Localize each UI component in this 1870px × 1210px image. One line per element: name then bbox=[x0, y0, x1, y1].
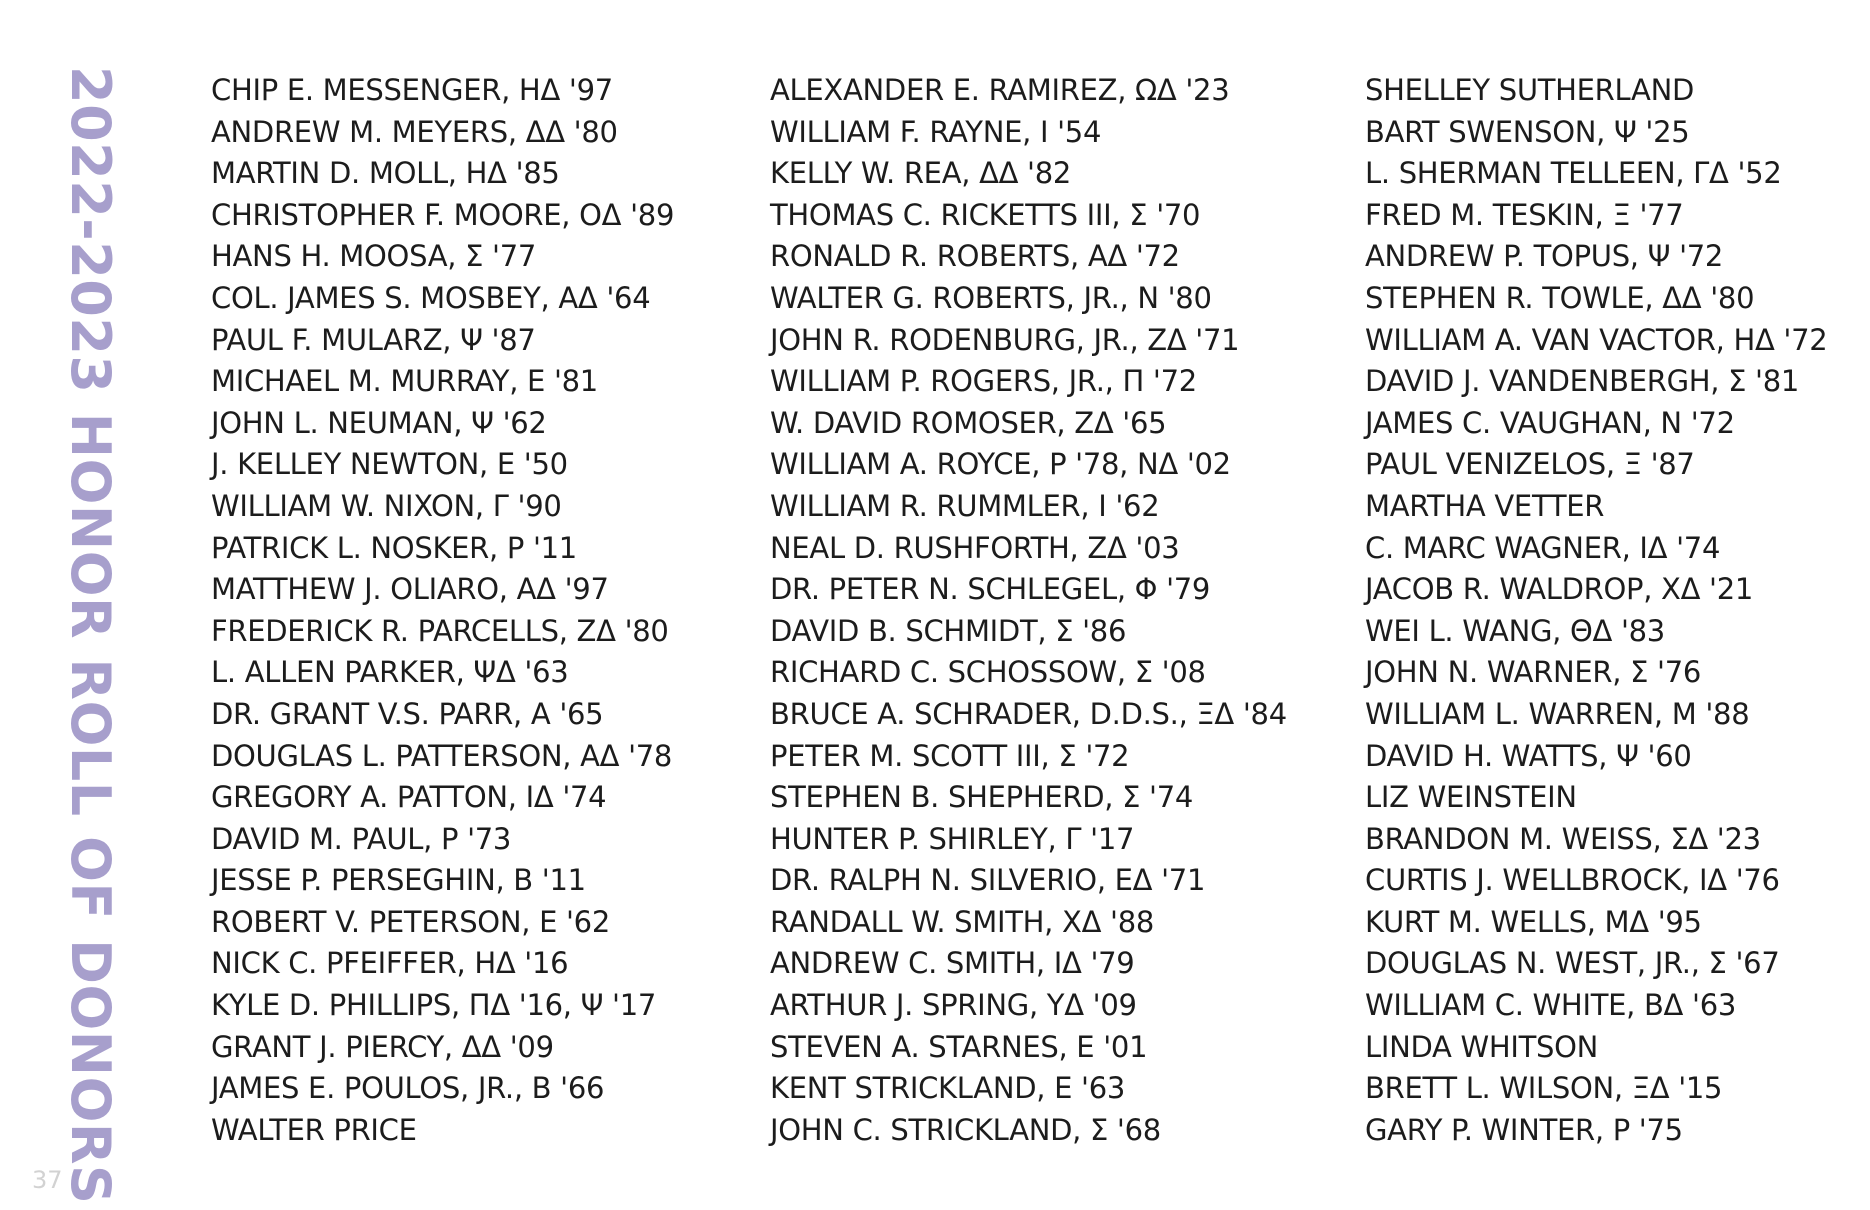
donor-name: MATTHEW J. OLIARO, ΑΔ '97 bbox=[211, 572, 609, 607]
donor-name: BRANDON M. WEISS, ΣΔ '23 bbox=[1365, 821, 1761, 856]
donor-name: JOHN N. WARNER, Σ '76 bbox=[1365, 655, 1702, 690]
donor-name: DOUGLAS L. PATTERSON, ΑΔ '78 bbox=[211, 738, 673, 773]
donor-name: JESSE P. PERSEGHIN, Β '11 bbox=[211, 863, 586, 898]
donor-name: FREDERICK R. PARCELLS, ΖΔ '80 bbox=[211, 613, 669, 648]
donor-name: COL. JAMES S. MOSBEY, ΑΔ '64 bbox=[211, 280, 651, 315]
donor-name: HANS H. MOOSA, Σ '77 bbox=[211, 239, 537, 274]
donor-name: ALEXANDER E. RAMIREZ, ΩΔ '23 bbox=[770, 73, 1230, 107]
donor-name: DR. RALPH N. SILVERIO, ΕΔ '71 bbox=[770, 863, 1206, 898]
donor-name: ANDREW M. MEYERS, ΔΔ '80 bbox=[211, 114, 618, 149]
donor-name: JAMES E. POULOS, JR., Β '66 bbox=[211, 1071, 605, 1106]
donor-name: MARTIN D. MOLL, ΗΔ '85 bbox=[211, 156, 560, 191]
donor-name: GARY P. WINTER, Ρ '75 bbox=[1365, 1112, 1683, 1147]
donor-name: PETER M. SCOTT III, Σ '72 bbox=[770, 738, 1130, 773]
donor-name: WILLIAM R. RUMMLER, Ι '62 bbox=[770, 488, 1160, 523]
donor-name: L. SHERMAN TELLEEN, ΓΔ '52 bbox=[1365, 156, 1782, 191]
donor-name: KELLY W. REA, ΔΔ '82 bbox=[770, 156, 1072, 191]
donor-name: CURTIS J. WELLBROCK, ΙΔ '76 bbox=[1365, 863, 1780, 898]
donor-name: DAVID H. WATTS, Ψ '60 bbox=[1365, 738, 1692, 773]
donor-name: KYLE D. PHILLIPS, ΠΔ '16, Ψ '17 bbox=[211, 988, 657, 1023]
donor-name: JOHN C. STRICKLAND, Σ '68 bbox=[770, 1112, 1161, 1147]
donor-name: BART SWENSON, Ψ '25 bbox=[1365, 114, 1690, 149]
donor-column-1 bbox=[211, 70, 674, 1151]
donor-name: WEI L. WANG, ΘΔ '83 bbox=[1365, 613, 1665, 648]
donor-name: ANDREW P. TOPUS, Ψ '72 bbox=[1365, 239, 1724, 274]
donor-name: DR. GRANT V.S. PARR, Α '65 bbox=[211, 696, 604, 731]
donor-name: KENT STRICKLAND, Ε '63 bbox=[770, 1071, 1125, 1106]
donor-name: JOHN R. RODENBURG, JR., ΖΔ '71 bbox=[770, 322, 1240, 357]
donor-name: PAUL F. MULARZ, Ψ '87 bbox=[211, 322, 536, 357]
donor-name: BRUCE A. SCHRADER, D.D.S., ΞΔ '84 bbox=[770, 696, 1287, 731]
donor-name: WILLIAM A. ROYCE, Ρ '78, ΝΔ '02 bbox=[770, 447, 1231, 482]
donor-name: RONALD R. ROBERTS, ΑΔ '72 bbox=[770, 239, 1180, 274]
donor-name: WILLIAM P. ROGERS, JR., Π '72 bbox=[770, 364, 1197, 399]
donor-name: CHRISTOPHER F. MOORE, ΟΔ '89 bbox=[211, 197, 675, 232]
donor-name: DR. PETER N. SCHLEGEL, Φ '79 bbox=[770, 572, 1211, 607]
donor-name: LIZ WEINSTEIN bbox=[1365, 780, 1577, 815]
donor-name: NEAL D. RUSHFORTH, ΖΔ '03 bbox=[770, 530, 1180, 565]
donor-name: WILLIAM C. WHITE, ΒΔ '63 bbox=[1365, 988, 1736, 1023]
donor-name: MICHAEL M. MURRAY, Ε '81 bbox=[211, 364, 598, 399]
page-number: 37 bbox=[32, 1166, 63, 1194]
donor-name: ANDREW C. SMITH, ΙΔ '79 bbox=[770, 946, 1135, 981]
donor-name: J. KELLEY NEWTON, Ε '50 bbox=[211, 447, 568, 482]
donor-name: WALTER PRICE bbox=[211, 1112, 417, 1147]
donor-name: ARTHUR J. SPRING, ΥΔ '09 bbox=[770, 988, 1137, 1023]
donor-name: NICK C. PFEIFFER, ΗΔ '16 bbox=[211, 946, 569, 981]
donor-name: WILLIAM L. WARREN, Μ '88 bbox=[1365, 696, 1750, 731]
donor-name: ROBERT V. PETERSON, Ε '62 bbox=[211, 904, 610, 939]
donor-name: C. MARC WAGNER, ΙΔ '74 bbox=[1365, 530, 1721, 565]
donor-name: SHELLEY SUTHERLAND bbox=[1365, 73, 1695, 107]
donor-name: KURT M. WELLS, ΜΔ '95 bbox=[1365, 904, 1702, 939]
donor-column-2 bbox=[770, 70, 1287, 1151]
donor-name: RANDALL W. SMITH, ΧΔ '88 bbox=[770, 904, 1155, 939]
donor-name: STEPHEN B. SHEPHERD, Σ '74 bbox=[770, 780, 1193, 815]
donor-name: WILLIAM F. RAYNE, Ι '54 bbox=[770, 114, 1102, 149]
donor-name: STEVEN A. STARNES, Ε '01 bbox=[770, 1029, 1148, 1064]
donor-name: DAVID M. PAUL, Ρ '73 bbox=[211, 821, 512, 856]
donor-name: L. ALLEN PARKER, ΨΔ '63 bbox=[211, 655, 569, 690]
donor-column-3 bbox=[1365, 70, 1827, 1151]
page-title: 2022-2023 HONOR ROLL OF DONORS bbox=[59, 66, 122, 1205]
donor-name: GRANT J. PIERCY, ΔΔ '09 bbox=[211, 1029, 554, 1064]
donor-name: GREGORY A. PATTON, ΙΔ '74 bbox=[211, 780, 607, 815]
donor-name: FRED M. TESKIN, Ξ '77 bbox=[1365, 197, 1684, 232]
donor-name: WALTER G. ROBERTS, JR., Ν '80 bbox=[770, 280, 1212, 315]
donor-name: WILLIAM W. NIXON, Γ '90 bbox=[211, 488, 562, 523]
donor-name: DAVID J. VANDENBERGH, Σ '81 bbox=[1365, 364, 1799, 399]
donor-name: STEPHEN R. TOWLE, ΔΔ '80 bbox=[1365, 280, 1755, 315]
donor-name: JOHN L. NEUMAN, Ψ '62 bbox=[211, 405, 547, 440]
donor-name: PATRICK L. NOSKER, Ρ '11 bbox=[211, 530, 577, 565]
donor-name: THOMAS C. RICKETTS III, Σ '70 bbox=[770, 197, 1201, 232]
donor-name: HUNTER P. SHIRLEY, Γ '17 bbox=[770, 821, 1135, 856]
donor-name: CHIP E. MESSENGER, ΗΔ '97 bbox=[211, 73, 613, 107]
donor-name: PAUL VENIZELOS, Ξ '87 bbox=[1365, 447, 1695, 482]
donor-name: BRETT L. WILSON, ΞΔ '15 bbox=[1365, 1071, 1723, 1106]
donor-name: JAMES C. VAUGHAN, Ν '72 bbox=[1365, 405, 1735, 440]
donor-name: W. DAVID ROMOSER, ΖΔ '65 bbox=[770, 405, 1167, 440]
donor-name: JACOB R. WALDROP, ΧΔ '21 bbox=[1365, 572, 1754, 607]
donor-name: WILLIAM A. VAN VACTOR, ΗΔ '72 bbox=[1365, 322, 1828, 357]
donor-name: RICHARD C. SCHOSSOW, Σ '08 bbox=[770, 655, 1206, 690]
donor-name: DAVID B. SCHMIDT, Σ '86 bbox=[770, 613, 1127, 648]
donor-name: LINDA WHITSON bbox=[1365, 1029, 1599, 1064]
donor-name: DOUGLAS N. WEST, JR., Σ '67 bbox=[1365, 946, 1780, 981]
donor-name: MARTHA VETTER bbox=[1365, 488, 1605, 523]
